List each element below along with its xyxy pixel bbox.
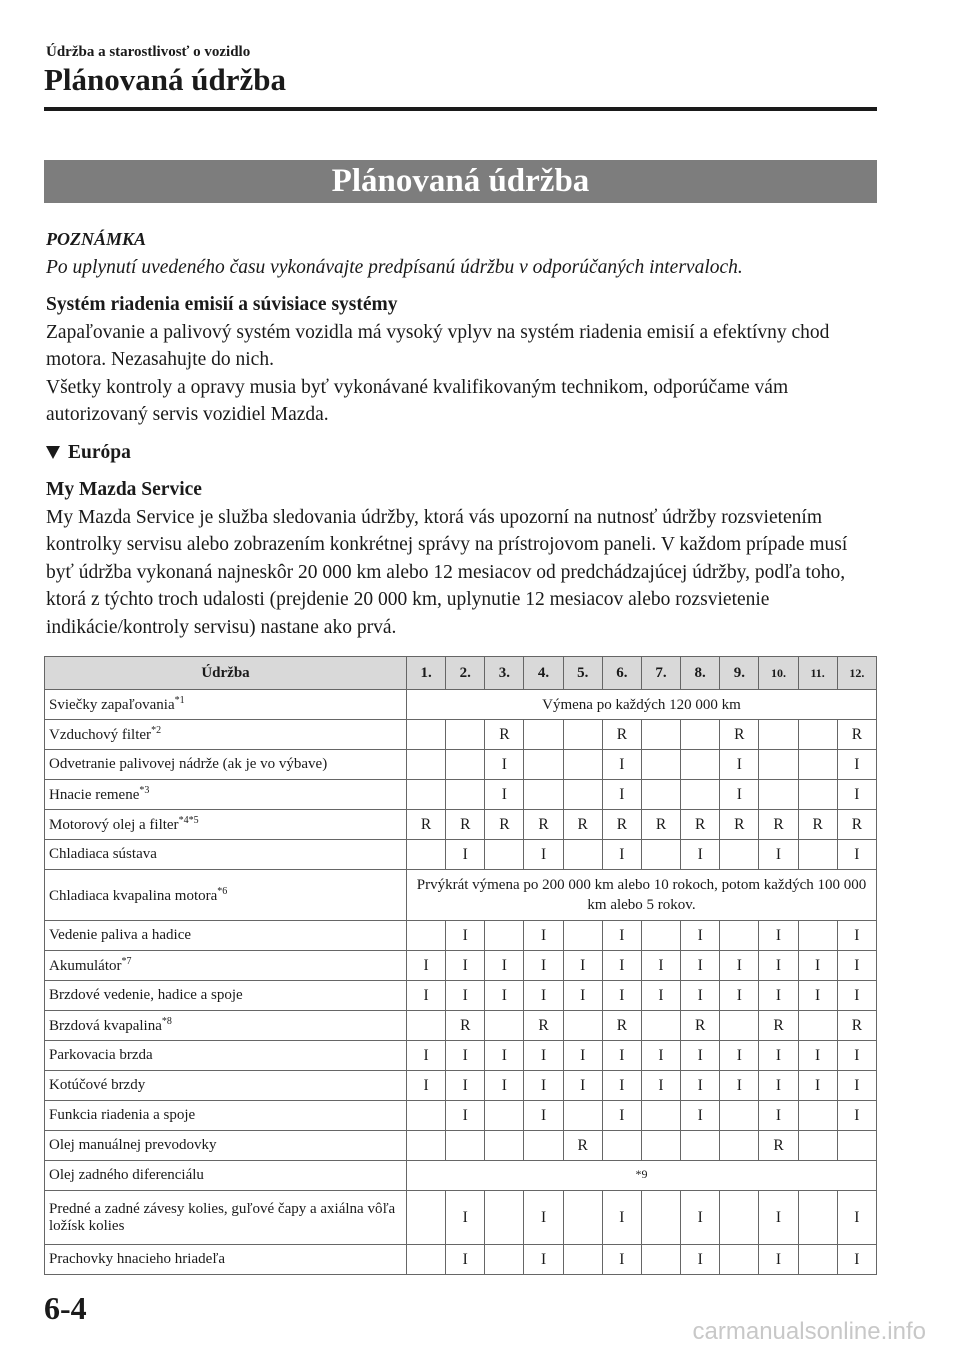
table-row xyxy=(45,1161,877,1191)
table-row xyxy=(45,981,877,1011)
schedule-cell: I xyxy=(837,750,876,780)
schedule-cell xyxy=(407,780,446,810)
row-item xyxy=(45,981,407,1011)
schedule-cell: I xyxy=(446,951,485,981)
schedule-cell: R xyxy=(524,1011,563,1041)
footnote-ref: *1 xyxy=(174,695,185,706)
schedule-cell: R xyxy=(485,810,524,840)
header-col: 8. xyxy=(681,657,720,690)
row-item-label: Brzdová kvapalina xyxy=(49,1018,162,1034)
schedule-cell: I xyxy=(524,921,563,951)
schedule-cell: I xyxy=(720,780,759,810)
row-item-label: Olej zadného diferenciálu xyxy=(49,1167,204,1183)
schedule-cell: I xyxy=(524,1041,563,1071)
header-col: 1. xyxy=(407,657,446,690)
schedule-cell: R xyxy=(407,810,446,840)
schedule-cell xyxy=(641,1191,680,1245)
schedule-cell xyxy=(641,1011,680,1041)
schedule-cell: I xyxy=(602,951,641,981)
schedule-cell xyxy=(602,1131,641,1161)
table-row xyxy=(45,750,877,780)
schedule-cell xyxy=(798,780,837,810)
row-item xyxy=(45,690,407,720)
schedule-cell: I xyxy=(720,981,759,1011)
schedule-cell: I xyxy=(524,981,563,1011)
schedule-cell: I xyxy=(641,981,680,1011)
schedule-cell: R xyxy=(759,810,798,840)
schedule-cell xyxy=(798,921,837,951)
schedule-cell xyxy=(485,921,524,951)
header-item: Údržba xyxy=(45,657,407,690)
header-col: 2. xyxy=(446,657,485,690)
schedule-cell: I xyxy=(681,1245,720,1275)
header-col: 4. xyxy=(524,657,563,690)
title-rule xyxy=(44,107,877,111)
table-row xyxy=(45,840,877,870)
table-row xyxy=(45,1191,877,1245)
row-item-label: Olej manuálnej prevodovky xyxy=(49,1137,217,1153)
schedule-cell xyxy=(641,921,680,951)
schedule-cell: I xyxy=(681,951,720,981)
schedule-cell xyxy=(524,750,563,780)
schedule-cell: I xyxy=(759,1071,798,1101)
schedule-cell xyxy=(485,1191,524,1245)
schedule-cell: I xyxy=(641,951,680,981)
schedule-cell: I xyxy=(681,1041,720,1071)
schedule-cell: I xyxy=(602,1191,641,1245)
schedule-cell: I xyxy=(407,1071,446,1101)
schedule-cell xyxy=(524,780,563,810)
schedule-cell: I xyxy=(446,1191,485,1245)
schedule-cell: I xyxy=(759,1101,798,1131)
service-heading: My Mazda Service xyxy=(46,479,202,500)
schedule-cell xyxy=(641,1245,680,1275)
row-item xyxy=(45,951,407,981)
schedule-cell xyxy=(720,1011,759,1041)
schedule-cell xyxy=(407,1191,446,1245)
schedule-cell: I xyxy=(681,1071,720,1101)
emission-heading: Systém riadenia emisií a súvisiace systémy xyxy=(46,294,398,315)
schedule-cell: I xyxy=(602,780,641,810)
schedule-cell xyxy=(446,780,485,810)
schedule-cell xyxy=(407,1245,446,1275)
schedule-cell: I xyxy=(798,1041,837,1071)
table-row xyxy=(45,1245,877,1275)
schedule-cell: I xyxy=(485,780,524,810)
schedule-cell: I xyxy=(446,1071,485,1101)
schedule-cell: I xyxy=(524,1101,563,1131)
schedule-cell xyxy=(720,1245,759,1275)
schedule-cell: I xyxy=(446,921,485,951)
schedule-cell: I xyxy=(485,951,524,981)
schedule-cell: R xyxy=(563,810,602,840)
row-item xyxy=(45,1011,407,1041)
row-item xyxy=(45,1245,407,1275)
schedule-cell: I xyxy=(837,840,876,870)
schedule-cell xyxy=(681,750,720,780)
schedule-cell xyxy=(798,720,837,750)
emission-paragraph-2: Všetky kontroly a opravy musia byť vykonávané kvalifikovaným technikom, odporúčame vám autorizovaný servis vozidiel Mazda. xyxy=(46,376,789,425)
schedule-cell xyxy=(485,1131,524,1161)
table-row xyxy=(45,1071,877,1101)
schedule-cell xyxy=(524,720,563,750)
schedule-cell xyxy=(563,921,602,951)
row-item xyxy=(45,840,407,870)
schedule-cell xyxy=(563,1245,602,1275)
schedule-cell: R xyxy=(720,720,759,750)
schedule-cell: I xyxy=(837,1191,876,1245)
table-row xyxy=(45,780,877,810)
schedule-cell: R xyxy=(681,1011,720,1041)
row-item-label: Motorový olej a filter xyxy=(49,817,179,833)
schedule-cell: I xyxy=(446,981,485,1011)
row-item-label: Prachovky hnacieho hriadeľa xyxy=(49,1251,226,1267)
schedule-cell xyxy=(407,1131,446,1161)
schedule-cell: I xyxy=(798,951,837,981)
region-heading xyxy=(46,439,878,467)
header-col: 11. xyxy=(798,657,837,690)
schedule-cell xyxy=(563,840,602,870)
schedule-cell: I xyxy=(446,840,485,870)
schedule-cell: I xyxy=(602,981,641,1011)
schedule-cell: I xyxy=(446,1101,485,1131)
schedule-cell: I xyxy=(407,1041,446,1071)
schedule-cell xyxy=(798,1191,837,1245)
schedule-cell xyxy=(681,780,720,810)
note-text: Po uplynutí uvedeného času vykonávajte predpísanú údržbu v odporúčaných intervaloch. xyxy=(46,256,743,278)
row-item-label: Funkcia riadenia a spoje xyxy=(49,1107,196,1123)
schedule-cell xyxy=(759,750,798,780)
row-item-label: Kotúčové brzdy xyxy=(49,1077,146,1093)
schedule-cell xyxy=(720,1191,759,1245)
schedule-cell: I xyxy=(681,1191,720,1245)
schedule-cell xyxy=(446,750,485,780)
schedule-cell: I xyxy=(681,840,720,870)
schedule-cell: I xyxy=(641,1041,680,1071)
region-label: Európa xyxy=(68,441,131,463)
row-item-label: Hnacie remene xyxy=(49,787,140,803)
schedule-cell: R xyxy=(837,1011,876,1041)
schedule-cell: I xyxy=(563,981,602,1011)
page-title: Plánovaná údržba xyxy=(44,62,287,97)
schedule-cell: I xyxy=(759,981,798,1011)
footnote-ref: *7 xyxy=(121,956,132,967)
schedule-cell xyxy=(446,1131,485,1161)
triangle-down-icon xyxy=(46,446,60,459)
schedule-cell: R xyxy=(602,720,641,750)
schedule-cell xyxy=(407,750,446,780)
row-item xyxy=(45,870,407,921)
schedule-cell xyxy=(681,1131,720,1161)
schedule-cell xyxy=(720,921,759,951)
row-item xyxy=(45,1071,407,1101)
row-item xyxy=(45,780,407,810)
schedule-cell: I xyxy=(720,750,759,780)
row-item-label: Chladiaca sústava xyxy=(49,846,157,862)
footnote-ref: *8 xyxy=(161,1016,172,1027)
schedule-cell: R xyxy=(602,810,641,840)
schedule-cell: I xyxy=(837,1245,876,1275)
schedule-cell xyxy=(798,1011,837,1041)
schedule-cell xyxy=(759,720,798,750)
schedule-cell: I xyxy=(837,780,876,810)
schedule-cell: I xyxy=(602,1041,641,1071)
row-item-label: Odvetranie palivovej nádrže (ak je vo výbave) xyxy=(49,756,328,772)
schedule-cell xyxy=(798,1245,837,1275)
schedule-cell xyxy=(681,720,720,750)
schedule-cell xyxy=(485,1011,524,1041)
table-row xyxy=(45,720,877,750)
schedule-cell xyxy=(837,1131,876,1161)
schedule-cell: I xyxy=(798,1071,837,1101)
row-item-label: Brzdové vedenie, hadice a spoje xyxy=(49,987,243,1003)
schedule-cell: I xyxy=(837,921,876,951)
schedule-cell xyxy=(407,840,446,870)
header-col: 6. xyxy=(602,657,641,690)
schedule-cell: R xyxy=(759,1131,798,1161)
schedule-cell xyxy=(563,1101,602,1131)
row-item-label: Vzduchový filter xyxy=(49,727,152,743)
schedule-cell: I xyxy=(446,1245,485,1275)
schedule-cell: R xyxy=(681,810,720,840)
footnote-ref: *4*5 xyxy=(178,815,199,826)
schedule-cell: I xyxy=(602,1245,641,1275)
schedule-cell: I xyxy=(407,951,446,981)
schedule-cell xyxy=(798,1101,837,1131)
schedule-cell: R xyxy=(759,1011,798,1041)
schedule-cell: I xyxy=(485,1041,524,1071)
schedule-cell: R xyxy=(837,720,876,750)
schedule-cell xyxy=(446,720,485,750)
row-item xyxy=(45,720,407,750)
table-row xyxy=(45,951,877,981)
row-item-label: Akumulátor xyxy=(49,958,122,974)
emission-paragraph-1: Zapaľovanie a palivový systém vozidla má vysoký vplyv na systém riadenia emisií a efektívny chod motora. Nezasahujte do nich. xyxy=(46,321,830,370)
schedule-cell: I xyxy=(485,750,524,780)
header-col: 10. xyxy=(759,657,798,690)
footnote-ref: *3 xyxy=(139,785,150,796)
maintenance-table xyxy=(44,656,877,1275)
schedule-cell xyxy=(407,1101,446,1131)
schedule-cell xyxy=(798,1131,837,1161)
footnote-ref: *2 xyxy=(151,725,162,736)
schedule-cell: I xyxy=(759,921,798,951)
schedule-cell: I xyxy=(524,1071,563,1101)
watermark: carmanualsonline.info xyxy=(692,1318,926,1345)
row-item xyxy=(45,810,407,840)
schedule-cell xyxy=(641,1131,680,1161)
schedule-cell: I xyxy=(641,1071,680,1101)
schedule-cell xyxy=(798,840,837,870)
section-banner: Plánovaná údržba xyxy=(44,160,877,203)
schedule-cell xyxy=(563,1011,602,1041)
row-item xyxy=(45,921,407,951)
schedule-cell: R xyxy=(641,810,680,840)
table-row xyxy=(45,1101,877,1131)
row-item xyxy=(45,1101,407,1131)
table-row xyxy=(45,1131,877,1161)
table-row xyxy=(45,810,877,840)
schedule-cell xyxy=(720,1101,759,1131)
content xyxy=(46,226,878,641)
row-item xyxy=(45,750,407,780)
table-header-row xyxy=(45,657,877,690)
schedule-cell xyxy=(563,1191,602,1245)
schedule-cell: I xyxy=(563,1041,602,1071)
schedule-cell xyxy=(641,840,680,870)
schedule-cell xyxy=(641,780,680,810)
schedule-cell: I xyxy=(602,750,641,780)
schedule-cell xyxy=(524,1131,563,1161)
schedule-cell: I xyxy=(759,1041,798,1071)
schedule-cell: I xyxy=(446,1041,485,1071)
header-col: 3. xyxy=(485,657,524,690)
row-item-label: Predné a zadné závesy kolies, guľové čapy a axiálna vôľa ložísk kolies xyxy=(49,1200,396,1234)
row-item-label: Vedenie paliva a hadice xyxy=(49,927,192,943)
schedule-cell xyxy=(407,921,446,951)
row-item-label: Parkovacia brzda xyxy=(49,1047,153,1063)
header-col: 9. xyxy=(720,657,759,690)
schedule-cell: R xyxy=(837,810,876,840)
schedule-cell: I xyxy=(837,951,876,981)
schedule-cell xyxy=(407,720,446,750)
footnote-ref: *6 xyxy=(217,885,228,897)
schedule-cell xyxy=(641,720,680,750)
schedule-cell: I xyxy=(759,840,798,870)
schedule-cell: R xyxy=(524,810,563,840)
schedule-cell xyxy=(720,840,759,870)
schedule-cell: R xyxy=(446,810,485,840)
table-row xyxy=(45,1011,877,1041)
schedule-cell: I xyxy=(407,981,446,1011)
schedule-cell: I xyxy=(485,1071,524,1101)
schedule-cell: I xyxy=(837,1101,876,1131)
table-row xyxy=(45,690,877,720)
schedule-cell: I xyxy=(837,981,876,1011)
schedule-cell: I xyxy=(720,1041,759,1071)
schedule-cell: I xyxy=(759,1245,798,1275)
schedule-cell: I xyxy=(524,840,563,870)
row-item xyxy=(45,1161,407,1191)
row-span-note: Výmena po každých 120 000 km xyxy=(407,690,877,720)
table-row xyxy=(45,870,877,921)
schedule-cell: I xyxy=(602,921,641,951)
schedule-cell xyxy=(485,1101,524,1131)
schedule-cell: I xyxy=(602,1071,641,1101)
service-paragraph: My Mazda Service je služba sledovania údržby, ktorá vás upozorní na nutnosť údržby rozsvietením kontrolky servisu alebo zobrazením konkrétnej správy na prístrojovom paneli. V každom prípade musí byť údržba vykonaná najneskôr 20 000 km alebo 12 mesiacov od predchádzajúcej údržby, podľa toho, ktorá z týchto troch udalosti (prejdenie 20 000 km, uplynutie 12 mesiacov alebo rozsvietenie indikácie/kontroly servisu) nastane ako prvá. xyxy=(46,506,848,638)
row-item-label: Sviečky zapaľovania xyxy=(49,697,175,713)
header-col: 12. xyxy=(837,657,876,690)
table-row xyxy=(45,921,877,951)
schedule-cell xyxy=(485,840,524,870)
schedule-cell xyxy=(485,1245,524,1275)
page-number: 6-4 xyxy=(44,1290,87,1326)
schedule-cell: R xyxy=(720,810,759,840)
schedule-cell: I xyxy=(681,1101,720,1131)
schedule-cell: I xyxy=(681,921,720,951)
schedule-cell: I xyxy=(563,951,602,981)
schedule-cell: R xyxy=(798,810,837,840)
schedule-cell: I xyxy=(602,1101,641,1131)
schedule-cell xyxy=(720,1131,759,1161)
schedule-cell: I xyxy=(837,1041,876,1071)
schedule-cell: R xyxy=(485,720,524,750)
row-span-note: Prvýkrát výmena po 200 000 km alebo 10 rokoch, potom každých 100 000 km alebo 5 rokov. xyxy=(407,870,877,921)
schedule-cell: R xyxy=(563,1131,602,1161)
schedule-cell: I xyxy=(524,1245,563,1275)
schedule-cell: I xyxy=(798,981,837,1011)
header-col: 7. xyxy=(641,657,680,690)
schedule-cell xyxy=(641,1101,680,1131)
schedule-cell xyxy=(407,1011,446,1041)
schedule-cell xyxy=(563,750,602,780)
schedule-cell: I xyxy=(485,981,524,1011)
row-item xyxy=(45,1041,407,1071)
schedule-cell: I xyxy=(602,840,641,870)
schedule-cell: I xyxy=(759,1191,798,1245)
schedule-cell xyxy=(798,750,837,780)
schedule-cell: I xyxy=(524,1191,563,1245)
breadcrumb: Údržba a starostlivosť o vozidlo xyxy=(46,44,251,60)
schedule-cell: I xyxy=(720,1071,759,1101)
schedule-cell xyxy=(563,720,602,750)
schedule-cell: I xyxy=(524,951,563,981)
table-row xyxy=(45,1041,877,1071)
schedule-cell: I xyxy=(563,1071,602,1101)
header-col: 5. xyxy=(563,657,602,690)
schedule-cell xyxy=(563,780,602,810)
schedule-cell: I xyxy=(759,951,798,981)
row-span-note: *9 xyxy=(407,1161,877,1191)
row-item xyxy=(45,1191,407,1245)
schedule-cell: R xyxy=(602,1011,641,1041)
table-body xyxy=(45,690,877,1275)
schedule-cell: R xyxy=(446,1011,485,1041)
schedule-cell: I xyxy=(720,951,759,981)
schedule-cell xyxy=(759,780,798,810)
note-heading: POZNÁMKA xyxy=(46,229,147,249)
row-item xyxy=(45,1131,407,1161)
schedule-cell: I xyxy=(681,981,720,1011)
schedule-cell: I xyxy=(837,1071,876,1101)
row-item-label: Chladiaca kvapalina motora xyxy=(49,887,218,904)
schedule-cell xyxy=(641,750,680,780)
